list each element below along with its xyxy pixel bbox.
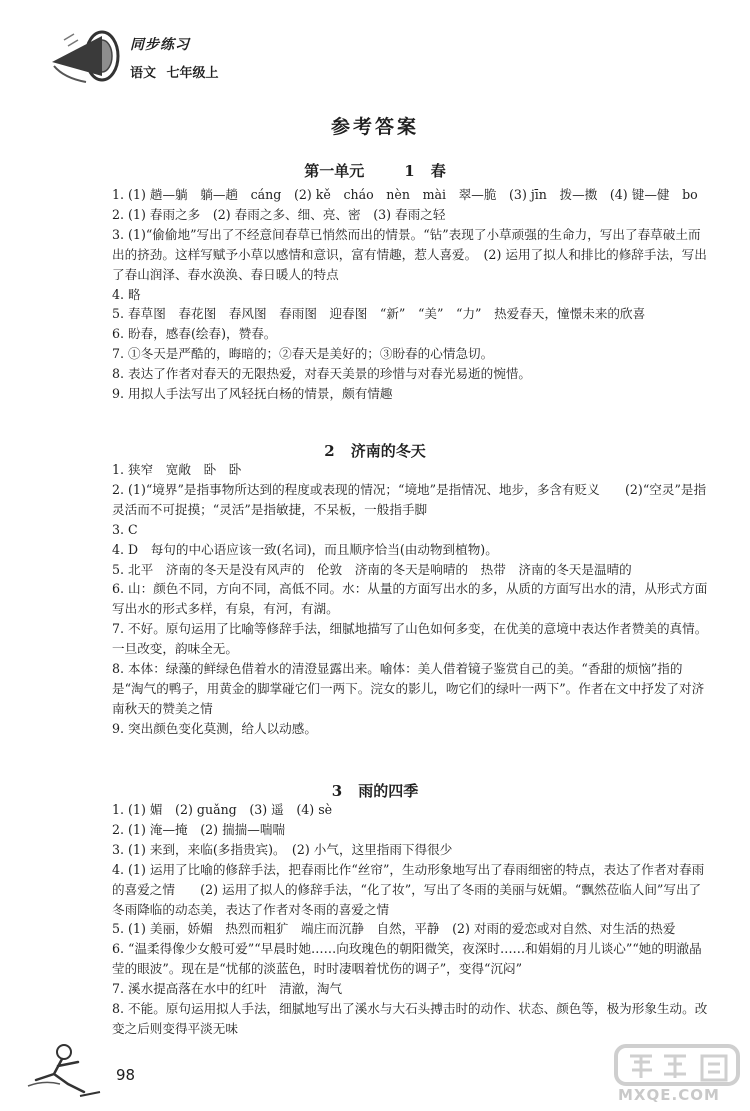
- answer-item: 6. 盼春，感春(绘春)，赞春。: [112, 326, 277, 342]
- answer-item: 3. (1) 来到，来临(多指贵宾)。 (2) 小气，这里指雨下得很少: [112, 841, 453, 857]
- header: [44, 22, 284, 98]
- section-number: 3: [331, 782, 343, 800]
- answer-item: 8. 不能。原句运用拟人手法，细腻地写出了溪水与大石头搏击时的动作、状态、颜色等，极为形象生动。改变之后则变得平淡无味: [112, 1001, 708, 1036]
- section-title-2: [0, 440, 750, 461]
- header-brand: 同步练习: [130, 37, 190, 53]
- section-name: 雨的四季: [358, 782, 419, 800]
- answer-item: 6. 山：颜色不同，方向不同，高低不同。水：从量的方面写出水的多，从质的方面写出水的清，从形式方面写出水的形式多样，有泉，有河，有湖。: [112, 581, 708, 617]
- trumpet-logo-icon: [44, 22, 128, 94]
- section-title-1: [0, 160, 750, 181]
- header-subject: 语文: [130, 66, 157, 81]
- section-name: 济南的冬天: [350, 442, 426, 460]
- answer-item: 6. “温柔得像少女般可爱”“早晨时她……向玫瑰色的朝阳微笑，夜深时……和娟娟的月儿谈心”“她的明澈晶莹的眼波”。现在是“忧郁的淡蓝色，时时凄咽着忧伤的调子”，变得“沉闷”: [112, 941, 702, 977]
- page-title: 参考答案: [330, 116, 419, 138]
- header-grade: 七年级上: [166, 66, 219, 81]
- skater-figure-icon: [24, 1040, 114, 1100]
- answer-item: 9. 突出颜色变化莫测，给人以动感。: [112, 720, 317, 736]
- answer-item: 7. ①冬天是严酷的，晦暗的；②春天是美好的；③盼春的心情急切。: [112, 346, 494, 362]
- answer-item: 9. 用拟人手法写出了风轻抚白杨的情景，颇有情趣: [112, 386, 393, 402]
- answer-item: 1. (1) 趟—躺 躺—趟 cáng (2) kě cháo nèn mài 翠—脆 (3) jīn 拨—擞 (4) 键—健 bo: [112, 187, 698, 202]
- answer-item: 8. 表达了作者对春天的无限热爱，对春天美景的珍惜与对春光易逝的惋惜。: [112, 366, 532, 382]
- answer-item: 4. (1) 运用了比喻的修辞手法，把春雨比作“丝帘”，生动形象地写出了春雨细密的特点，表达了作者对春雨的喜爱之情 (2) 运用了拟人的修辞手法，“化了妆”，写出了冬雨的美丽与妩媚。“飘然莅临人间”写出了冬雨降临的动态美，表达了作者对冬雨的喜爱之情: [112, 861, 705, 917]
- answer-item: 8. 本体：绿藻的鲜绿色借着水的清澄显露出来。喻体：美人借着镜子鉴赏自己的美。“香甜的烦恼”指的是“淘气的鸭子，用黄金的脚掌碰它们一两下。浣女的影儿，吻它们的绿叶一两下”。作者在文中抒发了对济南秋天的赞美之情: [112, 661, 705, 716]
- section-title-3: [0, 780, 750, 801]
- answer-item: 4. D 每句的中心语应该一致(名词)，而且顺序恰当(由动物到植物)。: [112, 541, 498, 557]
- answer-item: 2. (1) 淹—掩 (2) 揣揣—喘喘: [112, 821, 286, 837]
- section-number: 2: [324, 442, 335, 460]
- answer-item: 7. 溪水提高落在水中的红叶 清澈，淘气: [112, 981, 343, 997]
- header-subtitle: [130, 62, 225, 81]
- answer-list-3: [112, 800, 712, 1039]
- answer-item: 1. (1) 媚 (2) guǎng (3) 遥 (4) sè: [112, 802, 333, 817]
- unit-label: 第一单元: [304, 162, 365, 180]
- watermark-url: MXQE.COM: [618, 1086, 720, 1104]
- answer-list-1: [112, 185, 712, 404]
- section-name: 春: [430, 162, 446, 180]
- section-number: 1: [404, 162, 415, 180]
- answer-item: 3. (1)“偷偷地”写出了不经意间春草已悄然而出的情景。“钻”表现了小草顽强的生命力，写出了春草破土而出的挤劲。这样写赋予小草以感情和意识，富有情趣，惹人喜爱。 (2) 运用了拟人和排比的修辞手法，写出了春山润泽、春水涣涣、春日暖人的特点: [112, 226, 707, 282]
- answer-item: 7. 不好。原句运用了比喻等修辞手法，细腻地描写了山色如何多变，在优美的意境中表达作者赞美的真情。一旦改变，韵味全无。: [112, 621, 708, 657]
- answer-item: 4. 略: [112, 286, 141, 302]
- answer-item: 5. 春草图 春花图 春风图 春雨图 迎春图 “新” “美” “力” 热爱春天，憧憬未来的欣喜: [112, 306, 646, 322]
- answer-item: 2. (1) 春雨之多 (2) 春雨之多、细、亮、密 (3) 春雨之轻: [112, 206, 446, 222]
- answer-item: 2. (1)“境界”是指事物所达到的程度或表现的情况；“境地”是指情况、地步，多含有贬义 (2)“空灵”是指灵活而不可捉摸；“灵活”是指敏捷，不呆板，一般指手脚: [112, 481, 707, 517]
- answer-item: 5. (1) 美丽，娇媚 热烈而粗犷 端庄而沉静 自然，平静 (2) 对雨的爱恋或对自然、对生活的热爱: [112, 921, 676, 937]
- answer-item: 5. 北平 济南的冬天是没有风声的 伦敦 济南的冬天是响晴的 热带 济南的冬天是温晴的: [112, 561, 632, 577]
- answer-list-2: [112, 460, 712, 739]
- page-number: 98: [116, 1066, 136, 1084]
- answer-item: 3. C: [112, 521, 138, 537]
- answer-item: 1. 狭窄 宽敞 卧 卧: [112, 462, 242, 477]
